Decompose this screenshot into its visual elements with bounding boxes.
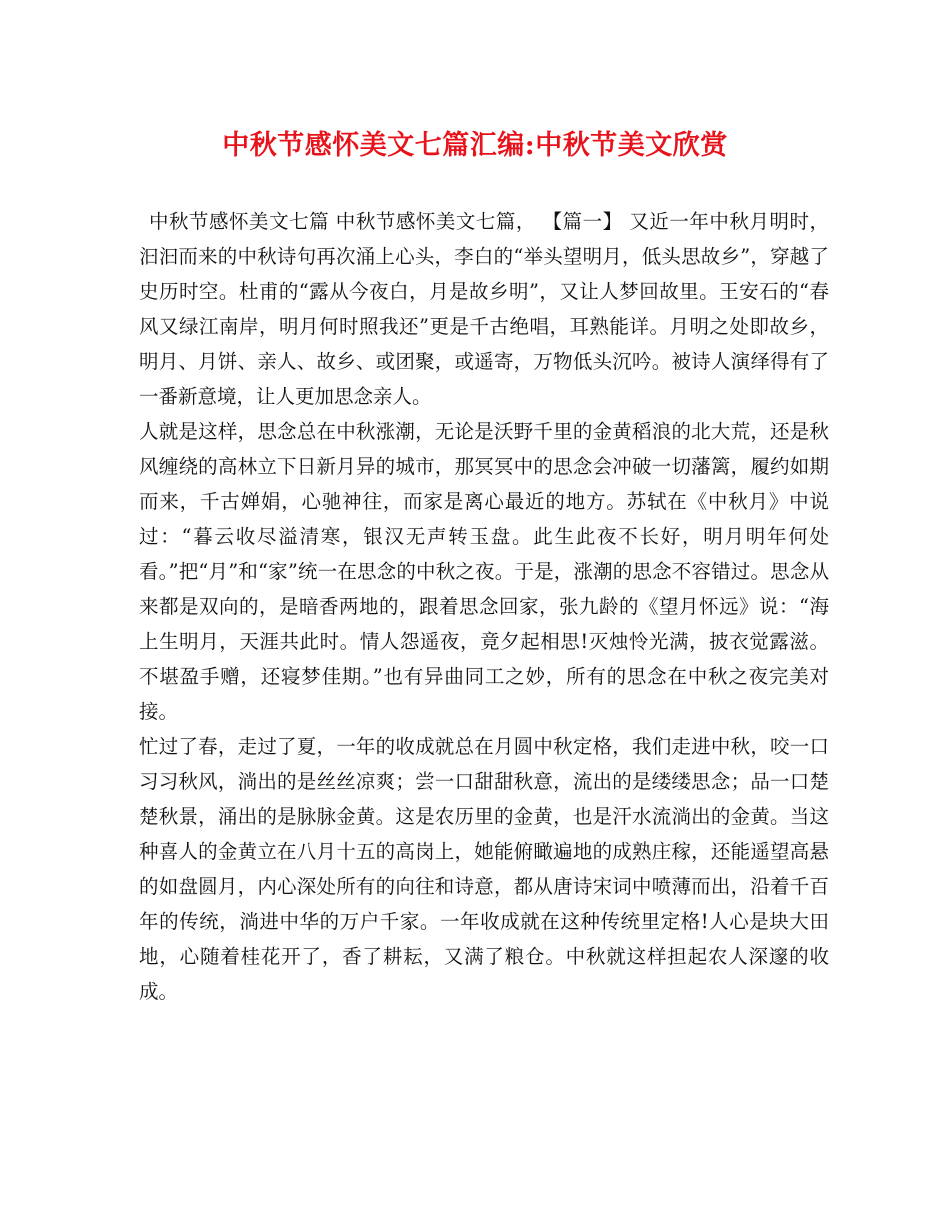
document-title: 中秋节感怀美文七篇汇编:中秋节美文欣赏 [222,130,728,161]
paragraph-1: 中秋节感怀美文七篇 中秋节感怀美文七篇， 【篇一】 又近一年中秋月明时，汩汩而来的中秋诗句再次涌上心头，李白的“举头望明月，低头思故乡”，穿越了史历时空。杜甫的“露从今夜白，月是故乡明”，又让人梦回故里。王安石的“春风又绿江南岸，明月何时照我还”更是千古绝唱，耳熟能详。月明之处即故乡，明月、月饼、亲人、故乡、或团聚，或遥寄，万物低头沉吟。被诗人演绎得有了一番新意境，让人更加思念亲人。 [139,210,829,408]
document-body [139,204,829,1009]
paragraph-2: 人就是这样，思念总在中秋涨潮，无论是沃野千里的金黄稻浪的北大荒，还是秋风缠绕的高林立下日新月异的城市，那冥冥中的思念会冲破一切藩篱，履约如期而来，千古婵娟，心驰神往，而家是离心最近的地方。苏轼在《中秋月》中说过：“暮云收尽溢清寒，银汉无声转玉盘。此生此夜不长好，明月明年何处看。”把“月”和“家”统一在思念的中秋之夜。于是，涨潮的思念不容错过。思念从来都是双向的，是暗香两地的，跟着思念回家，张九龄的《望月怀远》说：“海上生明月，天涯共此时。情人怨遥夜，竟夕起相思!灭烛怜光满，披衣觉露滋。不堪盈手赠，还寝梦佳期。”也有异曲同工之妙，所有的思念在中秋之夜完美对接。 [139,420,829,723]
paragraph-3: 忙过了春，走过了夏，一年的收成就总在月圆中秋定格，我们走进中秋，咬一口习习秋风，淌出的是丝丝凉爽；尝一口甜甜秋意，流出的是缕缕思念；品一口楚楚秋景，涌出的是脉脉金黄。这是农历里的金黄，也是汗水流淌出的金黄。当这种喜人的金黄立在八月十五的高岗上，她能俯瞰遍地的成熟庄稼，还能遥望高悬的如盘圆月，内心深处所有的向往和诗意，都从唐诗宋词中喷薄而出，沿着千百年的传统，淌进中华的万户千家。一年收成就在这种传统里定格!人心是块大田地，心随着桂花开了，香了耕耘，又满了粮仓。中秋就这样担起农人深邃的收成。 [139,735,829,1003]
